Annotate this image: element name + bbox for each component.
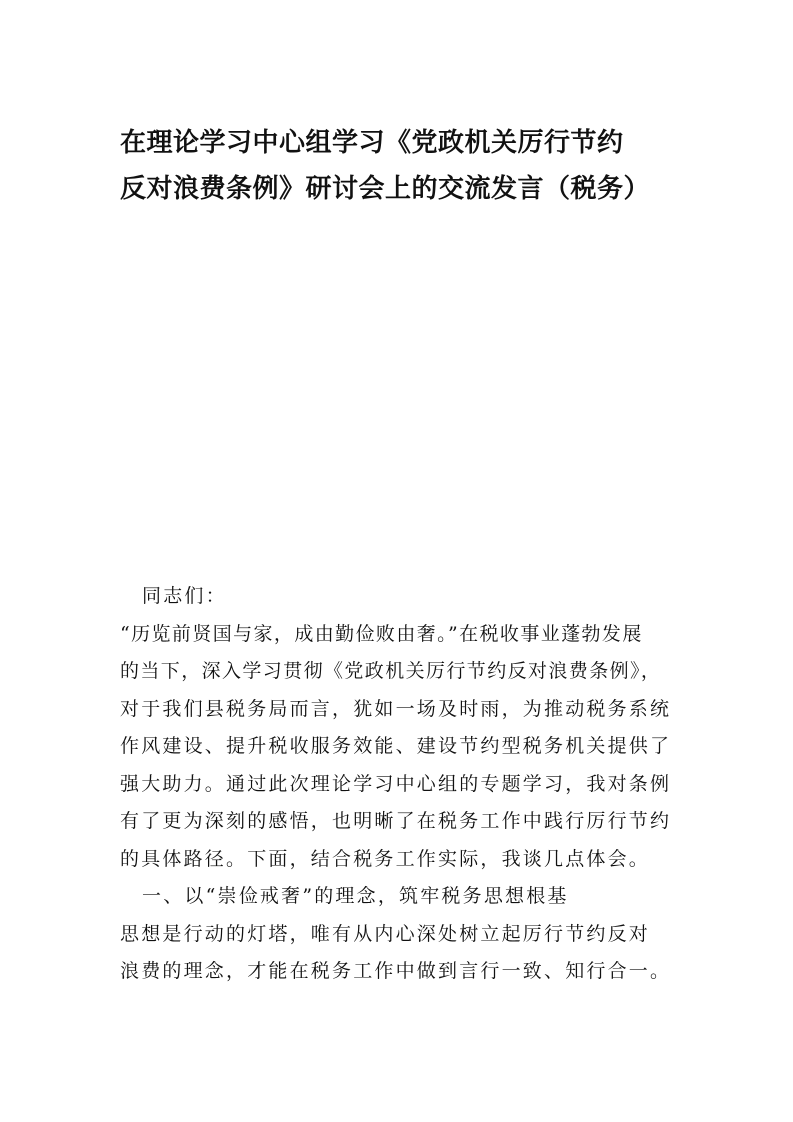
document-title bbox=[120, 120, 680, 212]
intro-line: 的具体路径。下面，结合税务工作实际，我谈几点体会。 bbox=[120, 847, 651, 870]
intro-line: 强大助力。通过此次理论学习中心组的专题学习，我对条例 bbox=[120, 772, 672, 795]
section-line: 思想是行动的灯塔，唯有从内心深处树立起厉行节约反对 bbox=[120, 922, 651, 945]
title-line: 反对浪费条例》研讨会上的交流发言（税务） bbox=[120, 174, 651, 204]
intro-line: “历览前贤国与家，成由勤俭败由奢。”在税收事业蓬勃发展 bbox=[120, 622, 643, 645]
intro-line: 对于我们县税务局而言，犹如一场及时雨，为推动税务系统 bbox=[120, 697, 672, 720]
greeting: 同志们： bbox=[142, 585, 227, 607]
document-body bbox=[120, 578, 675, 991]
intro-line: 作风建设、提升税收服务效能、建设节约型税务机关提供了 bbox=[120, 735, 672, 757]
section-line: 浪费的理念，才能在税务工作中做到言行一致、知行合一。 bbox=[120, 960, 672, 982]
intro-line: 有了更为深刻的感悟，也明晰了在税务工作中践行厉行节约 bbox=[120, 810, 672, 832]
intro-line: 的当下，深入学习贯彻《党政机关厉行节约反对浪费条例》， bbox=[120, 660, 662, 682]
title-line: 在理论学习中心组学习《党政机关厉行节约 bbox=[120, 128, 624, 158]
section-heading: 一、以“崇俭戒奢”的理念，筑牢税务思想根基 bbox=[142, 885, 569, 907]
